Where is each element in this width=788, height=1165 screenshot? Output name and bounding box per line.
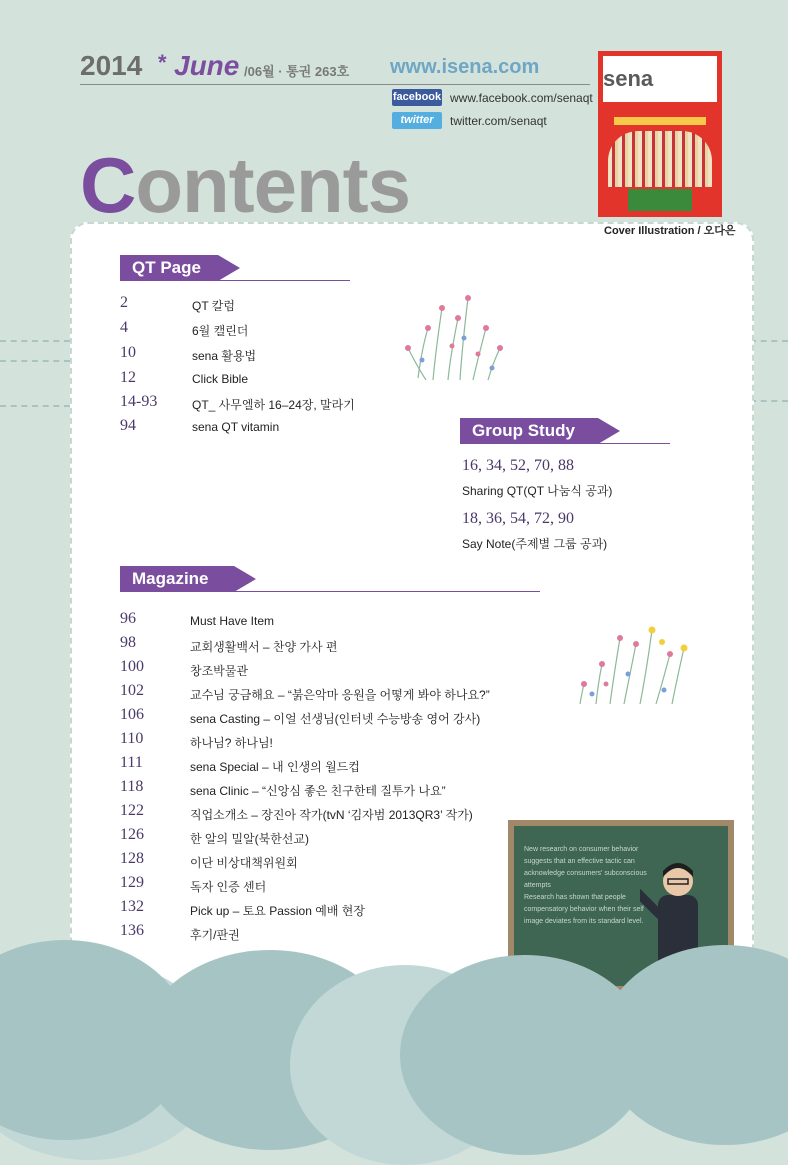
bg-dashed-line bbox=[0, 405, 70, 407]
board-text-line: New research on consumer behavior bbox=[524, 846, 639, 853]
magazine-item-num: 98 bbox=[120, 634, 136, 651]
board-text-line: image deviates from its standard level. bbox=[524, 918, 644, 925]
magazine-item-label[interactable]: 창조박물관 bbox=[190, 664, 248, 678]
qt-item-num: 4 bbox=[120, 319, 128, 336]
magazine-item-num: 102 bbox=[120, 682, 144, 699]
magazine-item-label[interactable]: 독자 인증 센터 bbox=[190, 880, 267, 894]
magazine-item-num: 110 bbox=[120, 730, 144, 747]
cover-logo: sena bbox=[603, 66, 654, 91]
qt-item-num: 94 bbox=[120, 417, 136, 434]
issue-month: June bbox=[174, 50, 240, 81]
issue-number: /06월 · 통권 263호 bbox=[244, 64, 350, 79]
board-text-line: suggests that an effective tactic can bbox=[524, 858, 635, 865]
qt-item-label[interactable]: QT_ 사무엘하 16–24장, 말라기 bbox=[192, 398, 355, 412]
website-link[interactable]: www.isena.com bbox=[390, 56, 540, 78]
page-title bbox=[80, 140, 410, 231]
board-text-line: compensatory behavior when their self bbox=[524, 906, 644, 913]
facebook-link[interactable]: www.facebook.com/senaqt bbox=[450, 91, 593, 105]
bg-dashed-line bbox=[0, 360, 70, 362]
star-mark: * bbox=[158, 50, 167, 75]
qt-item-label[interactable]: sena 활용법 bbox=[192, 349, 257, 363]
group-study-rule bbox=[460, 443, 670, 444]
qt-item-num: 12 bbox=[120, 369, 136, 386]
magazine-item-label[interactable]: 하나님? 하나님! bbox=[190, 736, 273, 750]
magazine-item-label[interactable]: 교회생활백서 – 찬양 가사 편 bbox=[190, 640, 338, 654]
magazine-item-num: 106 bbox=[120, 706, 144, 723]
qt-item-label[interactable]: sena QT vitamin bbox=[192, 420, 280, 434]
magazine-item-num: 122 bbox=[120, 802, 144, 819]
facebook-icon: facebook bbox=[392, 89, 442, 106]
magazine-item-label[interactable]: Must Have Item bbox=[190, 614, 275, 628]
cover-thumbnail[interactable] bbox=[598, 51, 722, 217]
cover-caption: Cover Illustration / 오다은 bbox=[604, 225, 736, 237]
magazine-item-label[interactable]: sena Clinic – “신앙심 좋은 친구한테 질투가 나요” bbox=[190, 784, 446, 798]
magazine-item-num: 118 bbox=[120, 778, 144, 795]
qt-item-num: 14-93 bbox=[120, 393, 158, 410]
qt-page-heading: QT Page bbox=[120, 255, 218, 281]
qt-page-rule bbox=[120, 280, 350, 281]
issue-year: 2014 bbox=[80, 50, 143, 81]
magazine-item-num: 100 bbox=[120, 658, 144, 675]
qt-item-label[interactable]: QT 칼럼 bbox=[192, 299, 235, 313]
board-text-line: attempts bbox=[524, 882, 551, 889]
qt-item-num: 10 bbox=[120, 344, 136, 361]
twitter-link[interactable]: twitter.com/senaqt bbox=[450, 114, 547, 128]
cover-field-illustration bbox=[628, 189, 692, 211]
magazine-item-num: 129 bbox=[120, 874, 144, 891]
magazine-heading: Magazine bbox=[120, 566, 234, 592]
title-rest: ontents bbox=[135, 141, 410, 229]
bg-dashed-line bbox=[0, 340, 70, 342]
group-study-nums: 18, 36, 54, 72, 90 bbox=[462, 510, 574, 527]
group-study-heading: Group Study bbox=[460, 418, 598, 444]
magazine-item-label[interactable]: 교수님 궁금해요 – “붉은악마 응원을 어떻게 봐야 하나요?” bbox=[190, 688, 490, 702]
magazine-item-label[interactable]: 한 알의 밀알(북한선교) bbox=[190, 832, 309, 846]
magazine-item-label[interactable]: sena Special – 내 인생의 월드컵 bbox=[190, 760, 360, 774]
magazine-item-num: 96 bbox=[120, 610, 136, 627]
magazine-item-num: 111 bbox=[120, 754, 143, 771]
group-study-nums: 16, 34, 52, 70, 88 bbox=[462, 457, 574, 474]
magazine-item-num: 136 bbox=[120, 922, 144, 939]
qt-item-label[interactable]: 6월 캘린더 bbox=[192, 324, 249, 338]
qt-item-label[interactable]: Click Bible bbox=[192, 372, 249, 386]
group-study-label[interactable]: Sharing QT(QT 나눔식 공과) bbox=[462, 484, 613, 498]
flower-illustration bbox=[398, 288, 518, 388]
magazine-item-label[interactable]: 직업소개소 – 장진아 작가(tvN ‘김자범 2013QR3’ 작가) bbox=[190, 808, 473, 822]
magazine-item-num: 126 bbox=[120, 826, 144, 843]
magazine-item-label[interactable]: 이단 비상대책위원회 bbox=[190, 856, 298, 870]
bg-dashed-line bbox=[750, 340, 788, 342]
title-initial: C bbox=[80, 141, 136, 229]
flower-illustration bbox=[566, 624, 696, 708]
twitter-icon: twitter bbox=[392, 112, 442, 129]
magazine-item-num: 132 bbox=[120, 898, 144, 915]
magazine-item-num: 128 bbox=[120, 850, 144, 867]
magazine-item-label[interactable]: sena Casting – 이얼 선생님(인터넷 수능방송 영어 강사) bbox=[190, 712, 481, 726]
magazine-rule bbox=[120, 591, 540, 592]
cover-banner bbox=[614, 117, 706, 125]
board-text-line: acknowledge consumers' subconscious bbox=[524, 870, 647, 877]
qt-item-num: 2 bbox=[120, 294, 128, 311]
cover-crowd-illustration bbox=[608, 131, 712, 187]
group-study-label[interactable]: Say Note(주제별 그룹 공과) bbox=[462, 537, 608, 551]
board-text-line: Research has shown that people bbox=[524, 894, 626, 901]
magazine-item-label[interactable]: 후기/판권 bbox=[190, 928, 240, 942]
bg-dashed-line bbox=[750, 400, 788, 402]
magazine-item-label[interactable]: Pick up – 토요 Passion 예배 현장 bbox=[190, 904, 365, 918]
